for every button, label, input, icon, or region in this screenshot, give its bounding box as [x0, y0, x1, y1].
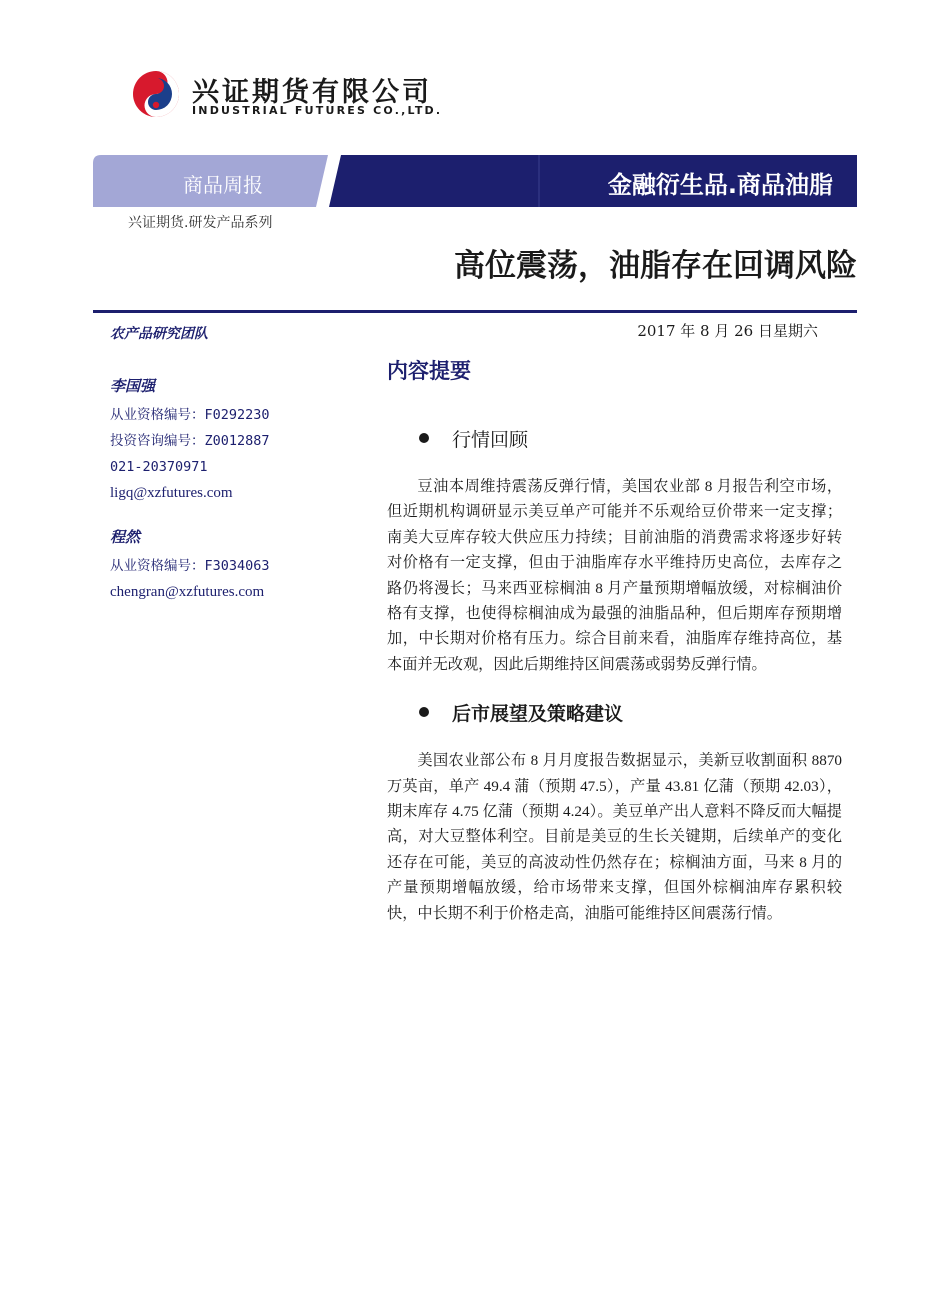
analyst-email[interactable]: ligq@xzfutures.com: [110, 485, 233, 501]
analyst-qualification: 从业资格编号：F3034063: [110, 558, 270, 574]
summary-section: [387, 355, 842, 926]
bullet-icon: [419, 433, 429, 443]
product-series: 兴证期货.研发产品系列: [128, 215, 273, 231]
summary-heading: 内容提要: [387, 359, 471, 383]
report-category-label: 金融衍生品.商品油脂: [607, 171, 833, 199]
company-logo: [132, 68, 482, 128]
analyst-sidebar: [110, 375, 370, 605]
company-name-en: INDUSTRIAL FUTURES CO.,LTD.: [192, 104, 443, 117]
analyst-name: 李国强: [110, 377, 156, 395]
outlook-paragraph: 美国农业部公布 8 月月度报告数据显示，美新豆收割面积 8870 万英亩，单产 49.4 蒲（预期 47.5），产量 43.81 亿蒲（预期 42.03），期末库存 4.75 亿蒲（预期 4.24）。美豆单产出人意料不降反而大幅提高，对大豆整体利空。目前是美豆的生长关键期，后续单产的变化还存在可能，美豆的高波动性仍然存在；棕榈油方面，马来 8 月的产量预期增幅放缓，给市场带来支撑，但国外棕榈油库存累积较快，中长期不利于价格走高，油脂可能维持区间震荡行情。: [387, 752, 842, 922]
report-banner: [93, 155, 857, 207]
analyst-card: [110, 375, 370, 506]
report-title: 高位震荡，油脂存在回调风险: [454, 248, 857, 284]
market-review-paragraph: 豆油本周维持震荡反弹行情，美国农业部 8 月报告利空市场，但近期机构调研显示美豆单产可能并不乐观给豆价带来一定支撑；南美大豆库存较大供应压力持续；目前油脂的消费需求将逐步好转对价格有一定支撑，但由于油脂库存水平维持历史高位，去库存之路仍将漫长；马来西亚棕榈油 8 月产量预期增幅放缓，对棕榈油价格有支撑，也使得棕榈油成为最强的油脂品种，但后期库存预期增加，中长期对价格有压力。综合目前来看，油脂库存维持高位，基本面并无改观，因此后期维持区间震荡或弱势反弹行情。: [387, 478, 842, 673]
research-team: 农产品研究团队: [110, 326, 208, 342]
analyst-consult-number: 投资咨询编号：Z0012887: [110, 433, 270, 449]
header-divider: [93, 310, 857, 313]
company-name-cn: 兴证期货有限公司: [192, 77, 432, 108]
analyst-card: [110, 526, 370, 605]
analyst-qualification: 从业资格编号：F0292230: [110, 407, 270, 423]
report-type-label: 商品周报: [183, 173, 263, 197]
analyst-phone: 021-20370971: [110, 459, 208, 475]
report-date: 2017 年 8 月 26 日星期六: [637, 322, 818, 340]
section-title-text: 行情回顾: [452, 429, 529, 451]
analyst-name: 程然: [110, 528, 141, 546]
section-title-text: 后市展望及策略建议: [452, 703, 624, 726]
analyst-email[interactable]: chengran@xzfutures.com: [110, 584, 265, 600]
section-title-outlook: [387, 699, 842, 726]
section-title-review: [387, 425, 842, 452]
company-logo-mark-icon: [132, 68, 180, 120]
bullet-icon: [419, 707, 429, 717]
